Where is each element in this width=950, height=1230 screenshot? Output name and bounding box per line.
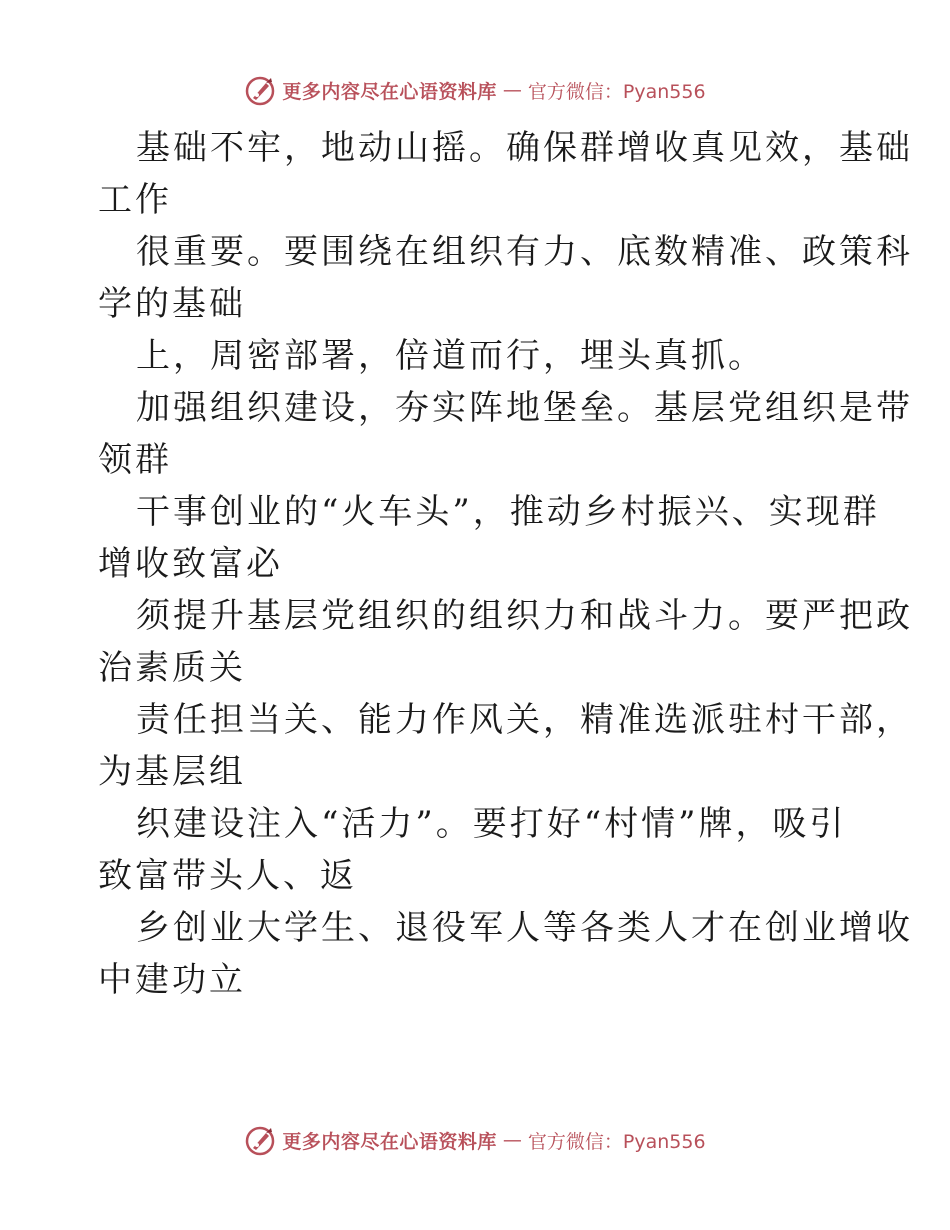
quill-pen-logo-icon <box>244 1124 276 1156</box>
banner-site-name: 更多内容尽在心语资料库 <box>282 1130 497 1153</box>
banner-separator: — <box>502 1129 522 1151</box>
text-line: 致富带头人、返 <box>98 856 357 896</box>
text-line: 上，周密部署，倍道而行，埋头真抓。 <box>136 336 765 376</box>
footer-banner-content <box>244 1124 705 1156</box>
quill-pen-logo-icon <box>244 74 276 106</box>
header-banner <box>0 70 950 110</box>
text-line: 为基层组 <box>98 752 246 792</box>
banner-separator: — <box>502 79 522 101</box>
text-line: 很重要。要围绕在组织有力、底数精准、政策科 <box>136 232 913 272</box>
text-line: 乡创业大学生、退役军人等各类人才在创业增收 <box>136 908 913 948</box>
document-body <box>98 122 913 1006</box>
text-line: 增收致富必 <box>98 544 283 584</box>
text-line: 中建功立 <box>98 960 246 1000</box>
text-line: 须提升基层党组织的组织力和战斗力。要严把政 <box>136 596 913 636</box>
banner-site-name: 更多内容尽在心语资料库 <box>282 80 497 103</box>
text-line: 加强组织建设，夯实阵地堡垒。基层党组织是带 <box>136 388 913 428</box>
header-banner-content <box>244 74 705 106</box>
footer-banner <box>0 1120 950 1160</box>
text-line: 学的基础 <box>98 284 246 324</box>
text-line: 织建设注入“活力”。要打好“村情”牌，吸引 <box>136 804 847 844</box>
banner-wechat-id: 官方微信：Pyan556 <box>527 1130 706 1153</box>
text-line: 领群 <box>98 440 172 480</box>
text-line: 基础不牢，地动山摇。确保群增收真见效，基础 <box>136 128 913 168</box>
text-line: 工作 <box>98 180 172 220</box>
text-line: 干事创业的“火车头”，推动乡村振兴、实现群 <box>136 492 880 532</box>
text-line: 治素质关 <box>98 648 246 688</box>
text-line: 责任担当关、能力作风关，精准选派驻村干部， <box>136 700 913 740</box>
banner-wechat-id: 官方微信：Pyan556 <box>527 80 706 103</box>
